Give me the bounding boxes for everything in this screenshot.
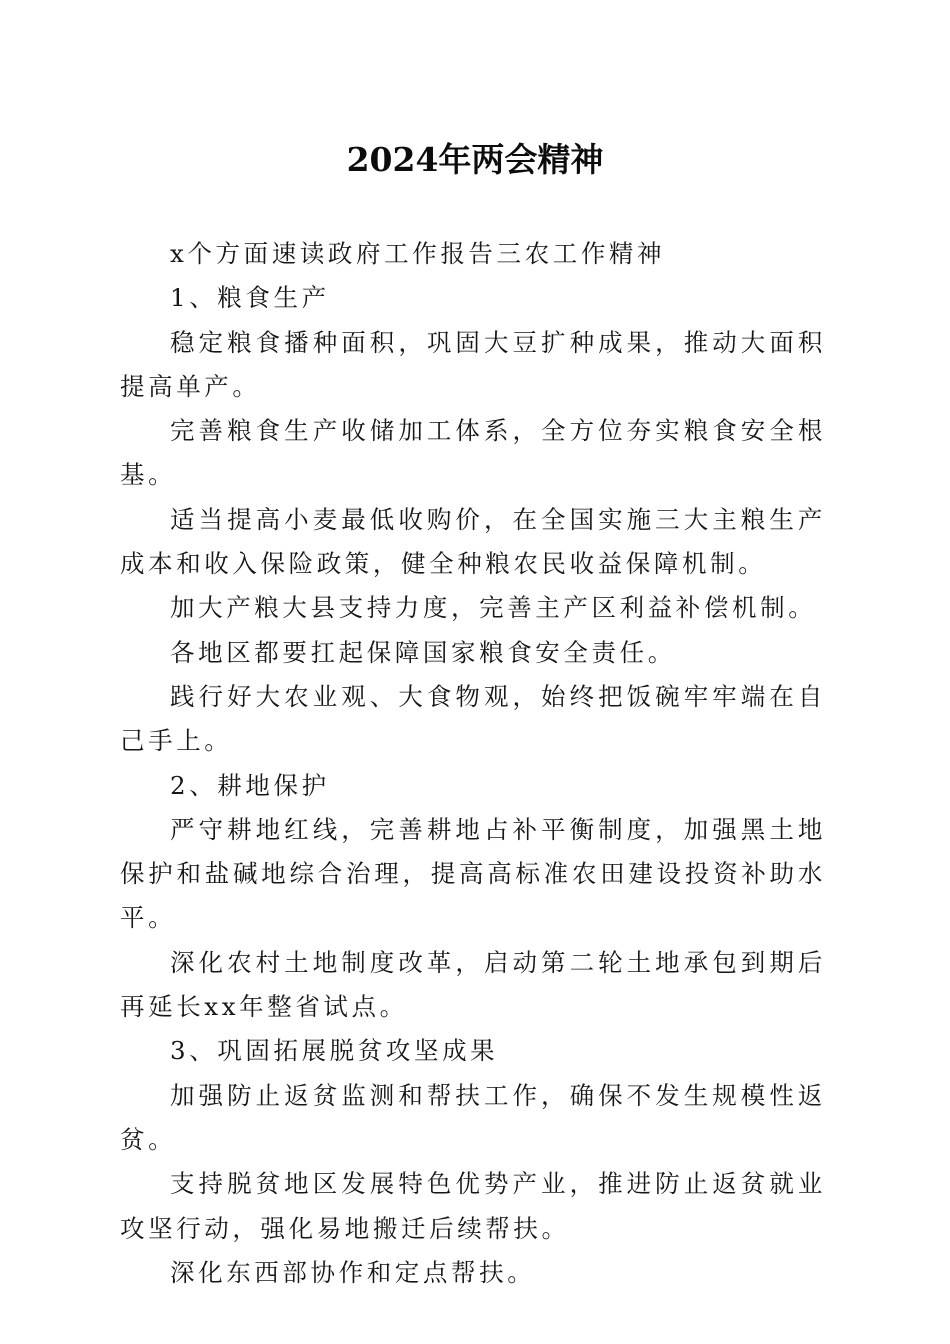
paragraph: 稳定粮食播种面积，巩固大豆扩种成果，推动大面积提高单产。 xyxy=(120,327,826,401)
paragraph: 严守耕地红线，完善耕地占补平衡制度，加强黑土地保护和盐碱地综合治理，提高高标准农田建设投资补助水平。 xyxy=(120,814,826,933)
paragraph: 加强防止返贫监测和帮扶工作，确保不发生规模性返贫。 xyxy=(120,1080,826,1154)
paragraph-intro: x个方面速读政府工作报告三农工作精神 xyxy=(170,239,666,268)
paragraph: 深化东西部协作和定点帮扶。 xyxy=(170,1257,536,1287)
paragraph: 加大产粮大县支持力度，完善主产区利益补偿机制。 xyxy=(170,593,817,623)
document-body xyxy=(120,232,826,1295)
paragraph: 支持脱贫地区发展特色优势产业，推进防止返贫就业攻坚行动，强化易地搬迁后续帮扶。 xyxy=(120,1169,826,1243)
paragraph: 适当提高小麦最低收购价，在全国实施三大主粮生产成本和收入保险政策，健全种粮农民收益保障机制。 xyxy=(120,504,826,579)
document-title: 2024年两会精神 xyxy=(346,140,604,179)
section-heading-farmland-protection: 2、耕地保护 xyxy=(170,770,330,800)
paragraph: 深化农村土地制度改革，启动第二轮土地承包到期后再延长xx年整省试点。 xyxy=(120,947,826,1022)
paragraph: 完善粮食生产收储加工体系，全方位夯实粮食安全根基。 xyxy=(120,416,826,490)
paragraph: 各地区都要扛起保障国家粮食安全责任。 xyxy=(170,637,676,667)
section-heading-poverty-alleviation: 3、巩固拓展脱贫攻坚成果 xyxy=(170,1036,499,1066)
paragraph: 践行好大农业观、大食物观，始终把饭碗牢牢端在自己手上。 xyxy=(120,681,826,756)
section-heading-grain-production: 1、粮食生产 xyxy=(170,283,330,313)
